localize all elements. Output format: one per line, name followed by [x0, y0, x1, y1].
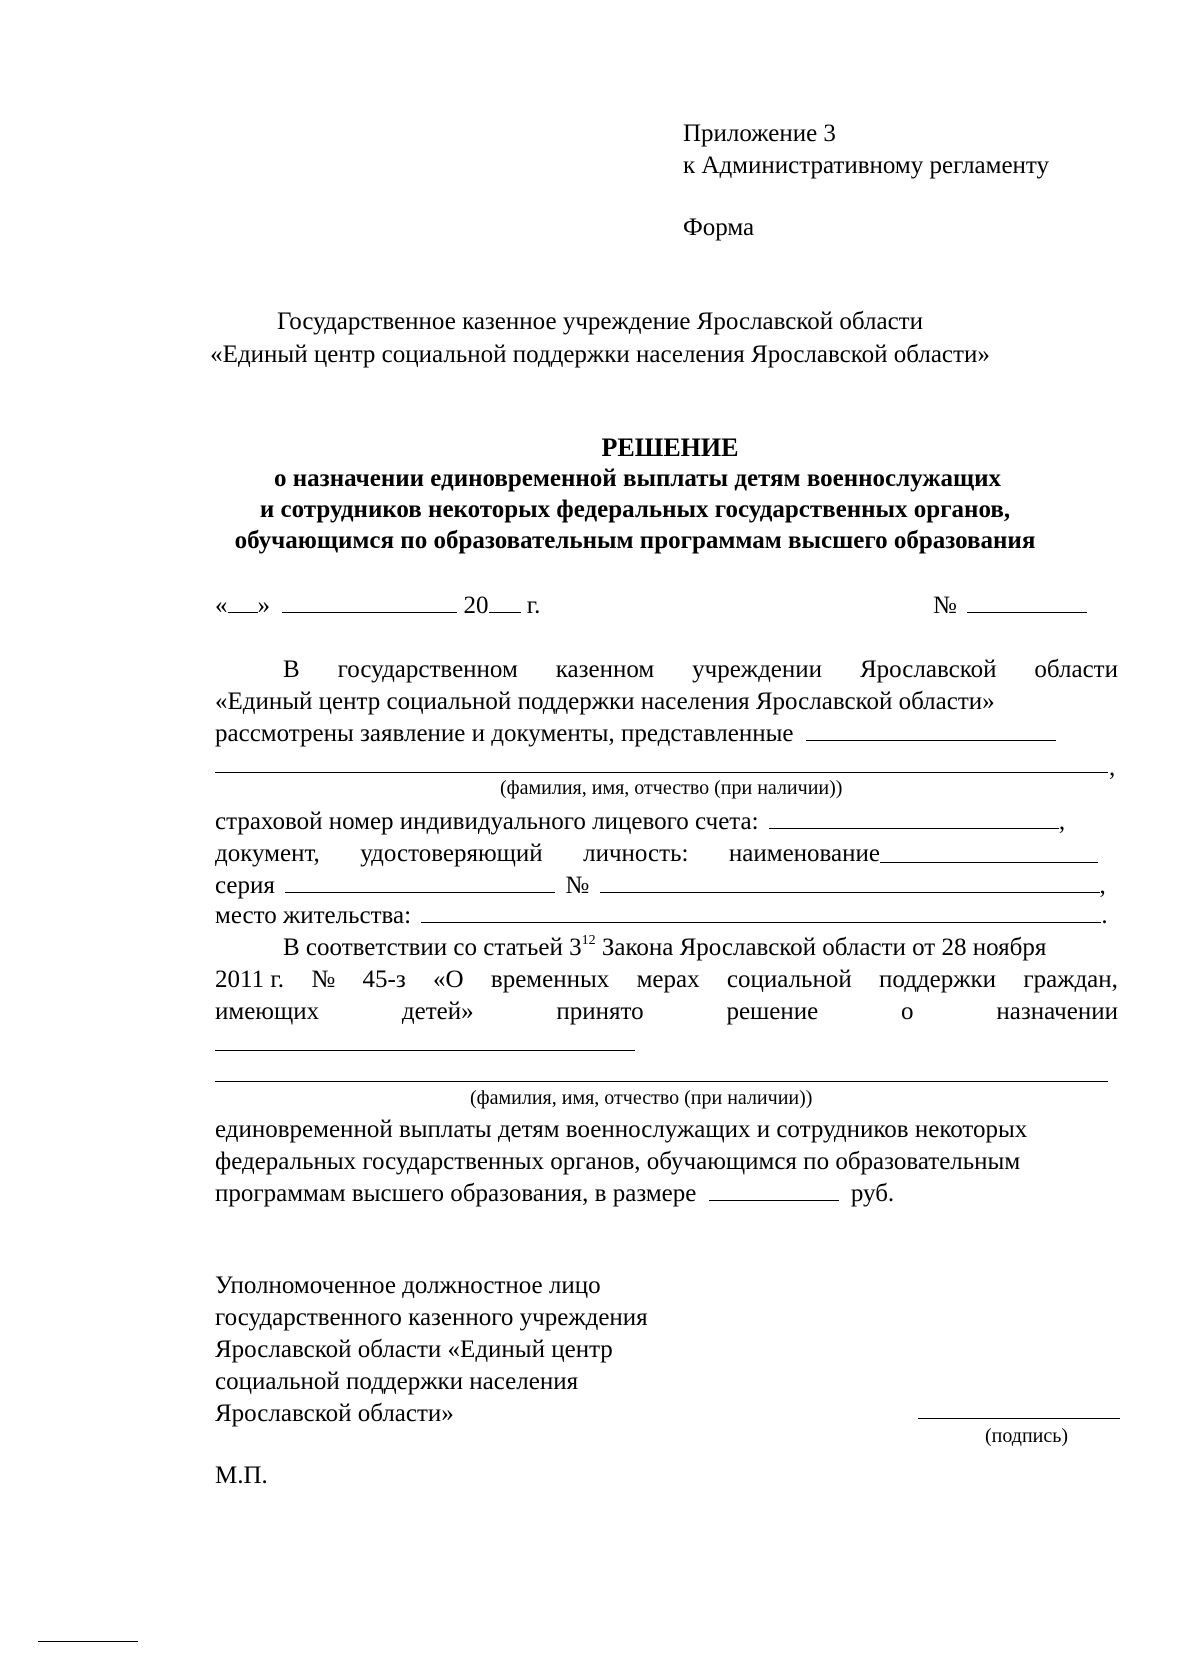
amount-blank[interactable]	[709, 1199, 839, 1201]
recipient-name-blank-2[interactable]	[215, 1081, 1108, 1082]
organization-name-line2: «Единый центр социальной поддержки населения Ярославской области»	[210, 341, 990, 368]
applicant-name-blank-2[interactable]	[215, 772, 1108, 773]
residence-label: место жительства:	[215, 902, 412, 929]
date-line	[215, 590, 540, 621]
date-open-quote: «	[215, 592, 228, 619]
decision-number-blank[interactable]	[967, 611, 1087, 613]
series-label: серия	[215, 872, 275, 899]
month-blank[interactable]	[282, 611, 457, 613]
snils-line: страховой номер индивидуального лицевого счета: ,	[215, 808, 1066, 835]
applicant-name-blank-1[interactable]	[806, 739, 1056, 741]
comma: ,	[1109, 754, 1116, 781]
article-superscript: 12	[581, 932, 596, 948]
official-line1: Уполномоченное должностное лицо	[215, 1272, 601, 1299]
fio-caption: (фамилия, имя, отчество (при наличии))	[500, 777, 843, 799]
year-prefix: 20	[463, 592, 489, 619]
snils-blank[interactable]	[769, 827, 1059, 829]
signature-caption: (подпись)	[985, 1425, 1069, 1447]
official-line4: социальной поддержки населения	[215, 1368, 579, 1395]
number-label: №	[565, 872, 590, 899]
signature-blank[interactable]	[918, 1418, 1120, 1419]
decision-subtitle-line2: и сотрудников некоторых федеральных государственных органов,	[259, 496, 1011, 523]
series-number-line: серия № ,	[215, 872, 1106, 899]
recipient-name-blank-1[interactable]	[215, 1050, 635, 1051]
appendix-reference: к Административному регламенту	[683, 152, 1050, 179]
submitted-by-label: рассмотрены заявление и документы, представленные	[215, 720, 794, 747]
paragraph2-line2: 2011 г. № 45-з «О временных мерах социальной поддержки граждан,	[215, 966, 1118, 993]
paragraph2-line1: В соответствии со статьей $3^{12}$ Закона Ярославской области от 28 ноября	[283, 932, 1047, 961]
organization-name-line1: Государственное казенное учреждение Ярославской области	[277, 308, 923, 335]
id-number-blank[interactable]	[600, 891, 1100, 893]
paragraph3-line2: федеральных государственных органов, обучающимся по образовательным	[215, 1148, 1021, 1175]
series-blank[interactable]	[285, 891, 555, 893]
year-blank[interactable]	[489, 611, 521, 613]
snils-label: страховой номер индивидуального лицевого счета:	[215, 808, 759, 835]
paragraph2-line3: имеющих детей» принято решение о назначении	[215, 998, 1118, 1025]
fio-caption-2: (фамилия, имя, отчество (при наличии))	[470, 1087, 813, 1109]
paragraph3-line1: единовременной выплаты детям военнослужащих и сотрудников некоторых	[215, 1116, 1028, 1143]
appendix-number: Приложение 3	[683, 120, 836, 147]
official-line3: Ярославской области «Единый центр	[215, 1336, 613, 1363]
decision-number	[933, 590, 1087, 621]
id-document-line: документ, удостоверяющий личность: наименование	[215, 840, 880, 867]
number-sign: №	[933, 592, 957, 619]
id-document-name-blank[interactable]	[880, 862, 1098, 863]
footnote-separator	[38, 1641, 138, 1642]
residence-blank[interactable]	[421, 921, 1101, 923]
day-blank[interactable]	[228, 611, 258, 613]
stamp-place: М.П.	[215, 1462, 268, 1489]
official-line5: Ярославской области»	[215, 1400, 454, 1427]
decision-subtitle-line1: о назначении единовременной выплаты детям военнослужащих	[274, 465, 1001, 492]
paragraph1-line2: «Единый центр социальной поддержки населения Ярославской области»	[215, 688, 995, 715]
residence-line: место жительства: .	[215, 902, 1108, 929]
form-label: Форма	[683, 214, 755, 241]
paragraph1-line3	[215, 718, 1056, 749]
paragraph3-line3: программам высшего образования, в размере руб.	[215, 1180, 895, 1207]
official-line2: государственного казенного учреждения	[215, 1304, 648, 1331]
decision-heading: РЕШЕНИЕ	[601, 433, 739, 462]
paragraph1-line1: В государственном казенном учреждении Ярославской области	[283, 656, 1118, 683]
year-suffix: г.	[526, 592, 541, 619]
date-close-quote: »	[257, 592, 270, 619]
decision-subtitle-line3: обучающимся по образовательным программам высшего образования	[234, 527, 1036, 554]
